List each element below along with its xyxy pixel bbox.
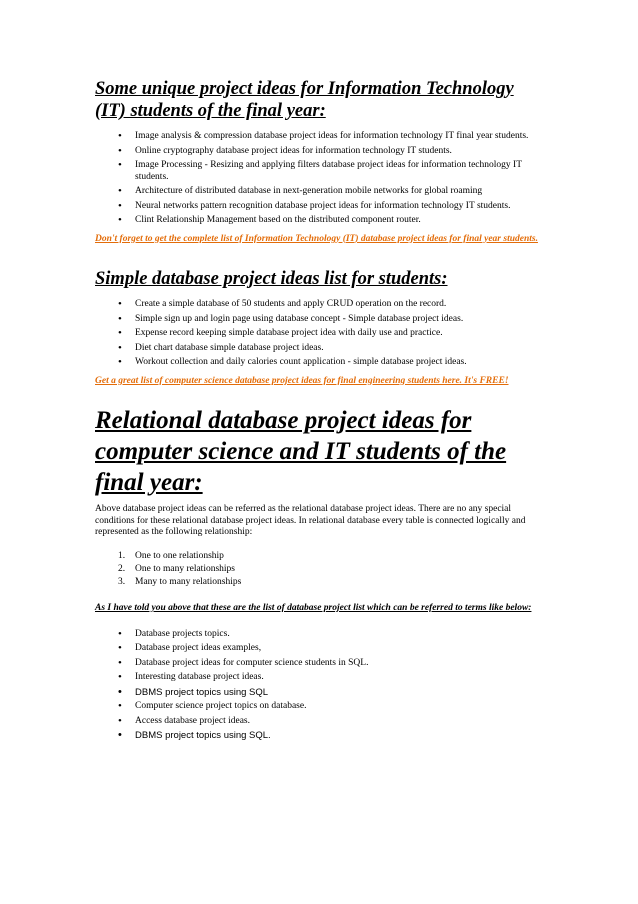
list-text: One to many relationships <box>135 563 235 574</box>
list-number: 1. <box>118 550 126 561</box>
list-item: • Image analysis & compression database project ideas for information technology IT final year students. <box>105 131 545 143</box>
cs-project-ideas-link[interactable]: Get a great list of computer science database project ideas for final engineering students here. It's FREE! <box>95 375 509 386</box>
section2-heading: Simple database project ideas list for students: <box>95 269 448 289</box>
list-item: • Diet chart database simple database project ideas. <box>105 343 545 355</box>
list-item: • Workout collection and daily calories count application - simple database project ideas. <box>105 357 545 369</box>
list-number: 3. <box>118 576 126 587</box>
list-item: • Database project ideas examples, <box>105 643 545 655</box>
terms-heading: As I have told you above that these are the list of database project list which can be referred to terms like below: <box>95 603 532 613</box>
relational-paragraph: Above database project ideas can be referred as the relational database project ideas. There are no any special conditions for these relational database project ideas. In relational database every table is connected logically and represented as the following relationship: <box>95 504 526 537</box>
list-item: • Architecture of distributed database in next-generation mobile networks for global roaming <box>105 186 545 198</box>
list-item: • Access database project ideas. <box>105 716 545 728</box>
list-item: • DBMS project topics using SQL <box>105 687 545 699</box>
list-item: • Neural networks pattern recognition database project ideas for information technology IT students. <box>105 201 545 213</box>
list-item: • Create a simple database of 50 students and apply CRUD operation on the record. <box>105 299 545 311</box>
list-item: • Image Processing - Resizing and applying filters database project ideas for information technology IT students. <box>105 160 545 183</box>
list-item: • Clint Relationship Management based on the distributed component router. <box>105 215 545 227</box>
list-text: One to one relationship <box>135 550 224 561</box>
list-number: 2. <box>118 563 126 574</box>
it-project-ideas-link[interactable]: Don't forget to get the complete list of Information Technology (IT) database project ideas for final year students. <box>95 233 538 244</box>
list-item: • Online cryptography database project ideas for information technology IT students. <box>105 146 545 158</box>
section2-list <box>95 299 545 369</box>
relationship-list <box>95 551 545 589</box>
list-item: • Simple sign up and login page using database concept - Simple database project ideas. <box>105 314 545 326</box>
list-item: • Interesting database project ideas. <box>105 672 545 684</box>
list-item: • Expense record keeping simple database project idea with daily use and practice. <box>105 328 545 340</box>
list-item <box>105 564 545 576</box>
list-item: • Database project ideas for computer science students in SQL. <box>105 658 545 670</box>
list-item: • DBMS project topics using SQL. <box>105 730 545 742</box>
section1-heading: Some unique project ideas for Information Technology (IT) students of the final year: <box>95 79 514 121</box>
section1-list <box>95 131 545 227</box>
list-item <box>105 551 545 563</box>
document-page <box>95 78 545 745</box>
list-item: • Database projects topics. <box>105 629 545 641</box>
list-item: • Computer science project topics on database. <box>105 701 545 713</box>
list-item <box>105 577 545 589</box>
list-text: Many to many relationships <box>135 576 242 587</box>
terms-list <box>95 629 545 742</box>
section3-heading: Relational database project ideas for computer science and IT students of the final year: <box>95 407 507 496</box>
